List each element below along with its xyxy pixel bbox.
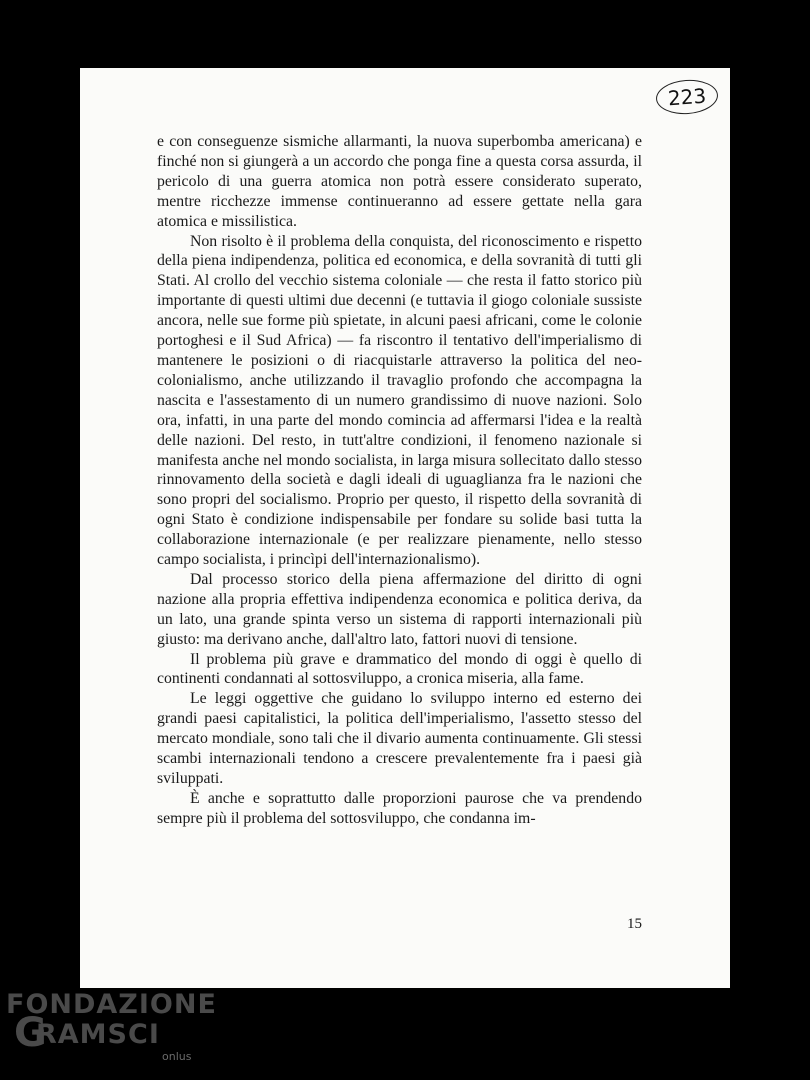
archive-stamp: 223 bbox=[655, 78, 719, 116]
page-number: 15 bbox=[627, 916, 642, 932]
logo-line-3: onlus bbox=[162, 1050, 192, 1063]
paragraph: Non risolto è il problema della conquista, del riconoscimento e rispetto della piena indipendenza, politica ed economica, e della sovranità di tutti gli Stati. Al crollo del vecchio sistema coloniale — che resta il fatto storico più importante di questi ultimi due decenni (e tuttavia il giogo coloniale sussiste ancora, nelle sue forme più spietate, in alcuni paesi africani, come le colonie portoghesi e il Sud Africa) — fa riscontro il tentativo dell'imperialismo di mantenere le posizioni o di riacquistarle attraverso la politica del neo-colonialismo, anche utilizzando il travaglio profondo che accompagna la nascita e l'assestamento di un numero grandissimo di nuove nazioni. Solo ora, infatti, in una parte del mondo comincia ad affermarsi l'idea e la realtà delle nazioni. Del resto, in tutt'altre condizioni, il fenomeno nazionale si manifesta anche nel mondo socialista, in larga misura sollecitato dallo stesso rinnovamento della società e dagli ideali di uguaglianza fra le nazioni che sono propri del socialismo. Proprio per questo, il rispetto della sovranità di ogni Stato è condizione indispensabile per fondare su solide basi tutta la collaborazione internazionale (e per realizzare pienamente, nello stesso campo socialista, i princìpi dell'internazionalismo). bbox=[157, 232, 642, 569]
paragraph: Le leggi oggettive che guidano lo sviluppo interno ed esterno dei grandi paesi capitalistici, la politica dell'imperialismo, l'assetto stesso del mercato mondiale, sono tali che il divario aumenta continuamente. Gli stessi scambi internazionali tendono a crescere prevalentemente fra i paesi già sviluppati. bbox=[157, 690, 642, 787]
body-text bbox=[157, 132, 642, 829]
logo-line-2-text: RAMSCI bbox=[36, 1019, 160, 1050]
paragraph: È anche e soprattutto dalle proporzioni paurose che va prendendo sempre più il problema del sottosviluppo, che condanna im- bbox=[157, 789, 642, 827]
paragraph: Dal processo storico della piena affermazione del diritto di ogni nazione alla propria effettiva indipendenza economica e politica deriva, da un lato, una grande spinta verso un sistema di rapporti internazionali più giusto: ma derivano anche, dall'altro lato, fattori nuovi di tensione. bbox=[157, 570, 642, 648]
logo-g-initial: G bbox=[14, 1010, 48, 1056]
scanned-page bbox=[80, 68, 730, 988]
logo-line-2 bbox=[14, 1010, 247, 1056]
paragraph: e con conseguenze sismiche allarmanti, la nuova superbomba americana) e finché non si giungerà a un accordo che ponga fine a questa corsa assurda, il pericolo di una guerra atomica non potrà essere considerato superato, mentre ricchezze immense continueranno ad essere gettate nella gara atomica e missilistica. bbox=[157, 133, 642, 230]
logo-line-1: FONDAZIONE bbox=[6, 989, 217, 1020]
fondazione-gramsci-logo bbox=[6, 989, 217, 1063]
paragraph: Il problema più grave e drammatico del mondo di oggi è quello di continenti condannati al sottosviluppo, a cronica miseria, alla fame. bbox=[157, 650, 642, 688]
